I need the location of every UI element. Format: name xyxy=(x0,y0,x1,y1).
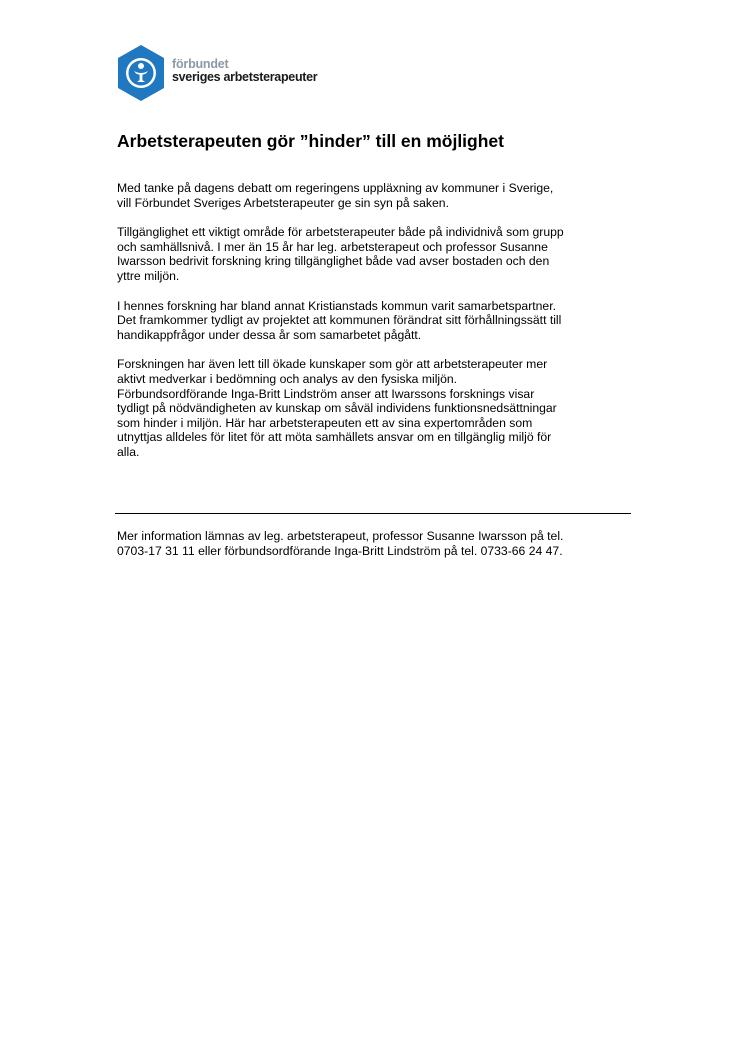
organization-logo xyxy=(116,44,346,104)
contact-information xyxy=(117,529,637,558)
paragraph-line: I hennes forskning har bland annat Kristianstads kommun varit samarbetspartner. xyxy=(117,298,556,313)
body-text xyxy=(117,181,637,475)
paragraph-line: Förbundsordförande Inga-Britt Lindström anser att Iwarssons forsknings visar xyxy=(117,386,535,401)
paragraph-line: Forskningen har även lett till ökade kunskaper som gör att arbetsterapeuter mer xyxy=(117,357,548,372)
paragraph-4 xyxy=(117,357,637,459)
contact-line: Mer information lämnas av leg. arbetsterapeut, professor Susanne Iwarsson på tel. xyxy=(117,529,564,543)
paragraph-line: och samhällsnivå. I mer än 15 år har leg. arbetsterapeut och professor Susanne xyxy=(117,239,548,254)
paragraph-line: aktivt medverkar i bedömning och analys av den fysiska miljön. xyxy=(117,371,458,386)
paragraph-line: utnyttjas alldeles för litet för att möta samhällets ansvar om en tillgänglig miljö för xyxy=(117,430,552,445)
paragraph-3 xyxy=(117,299,637,343)
horizontal-divider xyxy=(115,513,631,514)
document-title: Arbetsterapeuten gör ”hinder” till en möjlighet xyxy=(117,131,504,151)
contact-line: 0703-17 31 11 eller förbundsordförande Inga-Britt Lindström på tel. 0733-66 24 47. xyxy=(117,543,563,558)
paragraph-line: vill Förbundet Sveriges Arbetsterapeuter ge sin syn på saken. xyxy=(117,195,449,210)
paragraph-line: handikappfrågor under dessa år som samarbetet pågått. xyxy=(117,327,422,342)
logo-wordmark xyxy=(172,58,317,84)
logo-text-line1: förbundet xyxy=(172,57,229,71)
paragraph-1 xyxy=(117,181,637,210)
paragraph-2 xyxy=(117,225,637,283)
paragraph-line: yttre miljön. xyxy=(117,268,180,283)
hexagon-logo-icon xyxy=(116,44,166,102)
paragraph-line: som hinder i miljön. Här har arbetsterapeuten ett av sina expertområden som xyxy=(117,415,533,430)
paragraph-line: Tillgänglighet ett viktigt område för arbetsterapeuter både på individnivå som grupp xyxy=(117,225,564,240)
paragraph-line: alla. xyxy=(117,444,140,459)
paragraph-line: Det framkommer tydligt av projektet att kommunen förändrat sitt förhållningssätt till xyxy=(117,313,562,328)
logo-text-line2: sveriges arbetsterapeuter xyxy=(172,70,318,84)
paragraph-line: Med tanke på dagens debatt om regeringens uppläxning av kommuner i Sverige, xyxy=(117,181,554,195)
paragraph-line: Iwarsson bedrivit forskning kring tillgänglighet både vad avser bostaden och den xyxy=(117,254,550,269)
paragraph-line: tydligt på nödvändigheten av kunskap om såväl individens funktionsnedsättningar xyxy=(117,401,557,416)
